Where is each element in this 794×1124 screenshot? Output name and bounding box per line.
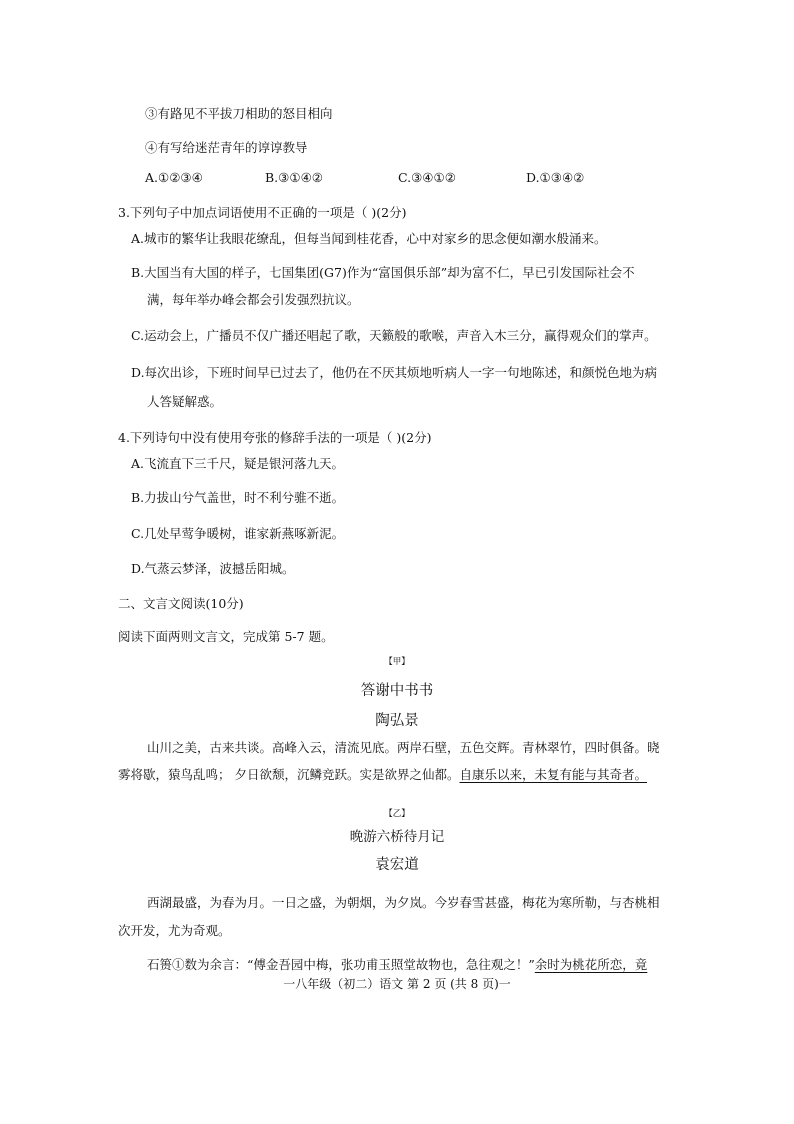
section-heading: 二、文言文阅读(10分) (118, 596, 244, 611)
text-b-author: 袁宏道 (375, 857, 419, 873)
text-a-line-1: 山川之美，古来共谈。高峰入云，清流见底。两岸石壁，五色交辉。青林翠竹，四时俱备。晓 (147, 740, 660, 755)
choice-b: B.③①④② (265, 170, 323, 185)
question-3-option-a: A.城市的繁华让我眼花缭乱，但每当闻到桂花香，心中对家乡的思念便如潮水般涌来。 (131, 231, 607, 246)
choice-a: A.①②③④ (145, 170, 203, 185)
question-3-option-d-cont: 人答疑解惑。 (147, 394, 223, 409)
text-b-para1-line-1: 西湖最盛，为春为月。一日之盛，为朝烟，为夕岚。今岁春雪甚盛，梅花为寒所勒，与杏桃相 (147, 895, 660, 910)
text-b-para2-line-1 (147, 957, 647, 973)
question-4-option-a: A.飞流直下三千尺，疑是银河落九天。 (131, 456, 345, 471)
text-a-line-2-plain: 雾将歇，猿鸟乱鸣； 夕日欲颓，沉鳞竞跃。实是欲界之仙都。 (118, 767, 460, 782)
option-item-3: ③有路见不平拔刀相助的怒目相向 (145, 106, 333, 121)
option-item-4: ④有写给迷茫青年的谆谆教导 (145, 140, 308, 155)
question-3-option-c: C.运动会上，广播员不仅广播还唱起了歌，天籁般的歌喉，声音入木三分，赢得观众们的掌声。 (131, 328, 657, 343)
question-4-option-c: C.几处早莺争暖树，谁家新燕啄新泥。 (131, 526, 345, 541)
question-3-option-d: D.每次出诊，下班时间早已过去了，他仍在不厌其烦地听病人一字一句地陈述，和颜悦色地为病 (131, 365, 658, 380)
text-b-underlined-sentence: 余时为桃花所恋，竟 (534, 957, 648, 972)
text-b-marker: 【乙】 (384, 809, 410, 819)
text-b-para2-plain: 石篑①数为余言：“傅金吾园中梅，张功甫玉照堂故物也，急往观之！” (147, 957, 535, 972)
text-a-marker: 【甲】 (384, 657, 410, 667)
text-a-author: 陶弘景 (375, 713, 419, 729)
question-4-option-b: B.力拔山兮气盖世，时不利兮骓不逝。 (131, 490, 345, 505)
question-3-option-b: B.大国当有大国的样子，七国集团(G7)作为“富国俱乐部”却为富不仁，早已引发国际社会不 (131, 265, 635, 280)
text-b-title: 晚游六桥待月记 (349, 829, 445, 845)
text-a-underlined-sentence: 自康乐以来，未复有能与其奇者。 (459, 767, 647, 782)
page-footer: 一八年级（初二）语文 第 2 页 (共 8 页)一 (283, 977, 511, 991)
question-4-option-d: D.气蒸云梦泽，波撼岳阳城。 (131, 561, 295, 576)
section-instruction: 阅读下面两则文言文，完成第 5-7 题。 (118, 629, 334, 644)
question-3-option-b-cont: 满，每年举办峰会都会引发强烈抗议。 (147, 292, 360, 307)
text-a-title: 答谢中书书 (360, 683, 434, 699)
question-3-stem: 3.下列句子中加点词语使用不正确的一项是（ )(2分) (118, 205, 407, 220)
choice-c: C.③④①② (398, 170, 456, 185)
text-b-para1-line-2: 次开发，尤为奇观。 (118, 923, 231, 938)
text-a-line-2 (118, 767, 647, 783)
question-4-stem: 4.下列诗句中没有使用夸张的修辞手法的一项是（ )(2分) (118, 430, 432, 445)
choice-d: D.①③④② (526, 170, 585, 185)
